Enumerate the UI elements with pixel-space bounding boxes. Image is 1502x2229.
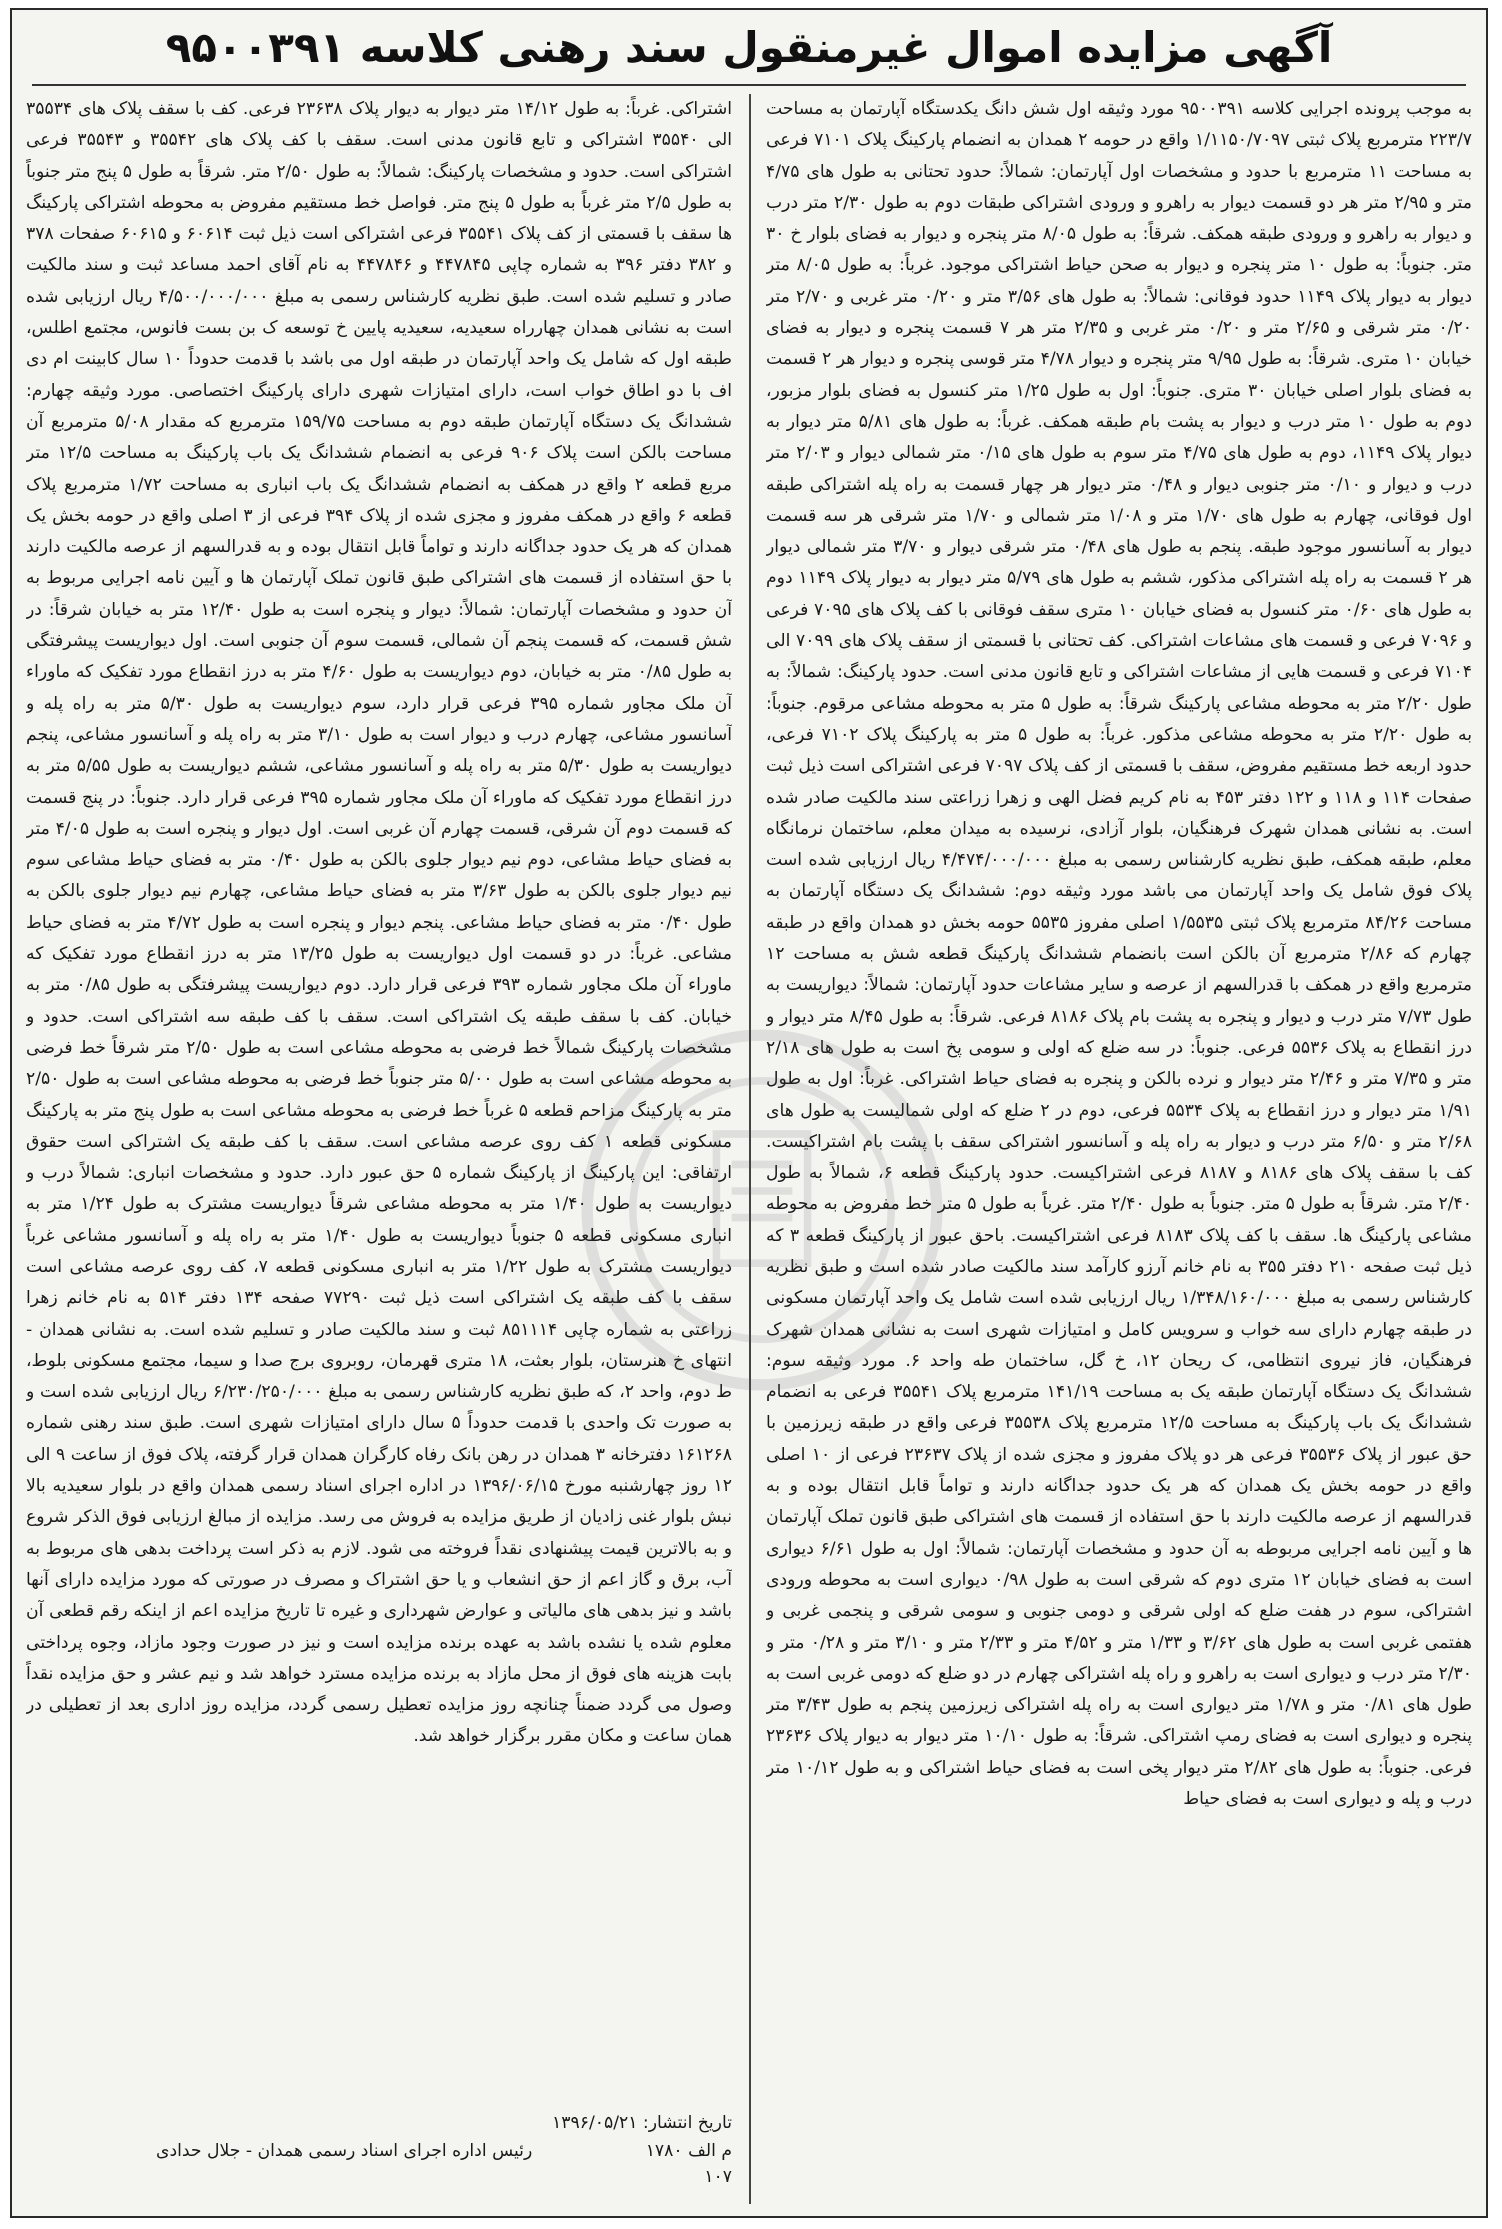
notice-column-left <box>26 94 732 2184</box>
notice-text-right: به موجب پرونده اجرایی کلاسه ۹۵۰۰۳۹۱ مورد وثیقه اول شش دانگ یکدستگاه آپارتمان به مساحت ۲۲۳/۷ مترمربع پلاک ثبتی ۱/۱۱۵۰/۷۰۹۷ واقع در حومه ۲ همدان به انضمام پارکینگ پلاک ۷۱۰۱ فرعی به مساحت ۱۱ مترمربع با حدود و مشخصات اول آپارتمان: شمالاً: حدود تحتانی به طول های ۴/۷۵ متر و ۲/۹۵ متر هر دو قسمت دیوار به راهرو و ورودی اشتراکی طبقات دوم به طول ۲/۳۰ متر درب و دیوار به راهرو و ورودی طبقه همکف. شرقاً: به طول ۸/۰۵ متر پنجره و دیوار به فضای بلوار خ ۳۰ متر. جنوباً: به طول ۱۰ متر پنجره و دیوار به صحن حیاط اشتراکی موجود. غرباً: به طول ۸/۰۵ متر دیوار به دیوار پلاک ۱۱۴۹ حدود فوقانی: شمالاً: به طول های ۳/۵۶ متر و ۰/۲۰ متر غربی و ۲/۷۰ متر ۰/۲۰ متر شرقی و ۲/۶۵ متر و ۰/۲۰ متر غربی و ۲/۳۵ متر هر ۷ قسمت پنجره و دیوار به فضای خیابان ۱۰ متری. شرقاً: به طول ۹/۹۵ متر پنجره و دیوار ۴/۷۸ متر قوسی پنجره و دیوار هر ۲ قسمت به فضای بلوار اصلی خیابان ۳۰ متری. جنوباً: اول به طول ۱/۲۵ متر کنسول به فضای بلوار مزبور، دوم به طول ۱۰ متر درب و دیوار به پشت بام طبقه همکف. غرباً: به طول های ۵/۸۱ متر دیوار به دیوار پلاک ۱۱۴۹، دوم به طول های ۴/۷۵ متر سوم به طول های ۰/۱۵ متر شمالی دیوار و ۲/۰۳ متر درب و دیوار و ۰/۱۰ متر جنوبی دیوار و ۰/۴۸ متر دیوار هر چهار قسمت به راه پله اشتراکی طبقه اول فوقانی، چهارم به طول های ۱/۷۰ متر و ۱/۰۸ متر شمالی و ۱/۷۰ متر شرقی هر سه قسمت دیوار به آسانسور موجود طبقه. پنجم به طول های ۰/۴۸ متر شرقی دیوار و ۳/۷۰ متر شمالی دیوار هر ۲ قسمت به راه پله اشتراکی مذکور، ششم به طول های ۵/۷۹ متر دیوار به دیوار پلاک ۱۱۴۹ دوم به طول های ۰/۶۰ متر کنسول به فضای خیابان ۱۰ متری سقف فوقانی با کف پلاک های ۷۰۹۵ فرعی و ۷۰۹۶ فرعی و قسمت های مشاعات اشتراکی. کف تحتانی با قسمتی از سقف پلاک های ۷۰۹۹ الی ۷۱۰۴ فرعی و قسمت هایی از مشاعات اشتراکی و تابع قانون مدنی است. حدود پارکینگ: شمالاً: به طول ۲/۲۰ متر به محوطه مشاعی پارکینگ شرقاً: به طول ۵ متر به محوطه مشاعی مرقوم. جنوباً: به طول ۲/۲۰ متر به محوطه مشاعی مذکور. غرباً: به طول ۵ متر به پارکینگ پلاک ۷۱۰۲ فرعی، حدود اربعه خط مستقیم مفروض، سقف با قسمتی از کف پلاک ۷۰۹۷ فرعی اشتراکی است ذیل ثبت صفحات ۱۱۴ و ۱۱۸ و ۱۲۲ دفتر ۴۵۳ به نام کریم فضل الهی و زهرا زراعتی سند مالکیت صادر شده است. به نشانی همدان شهرک فرهنگیان، بلوار آزادی، نرسیده به میدان معلم، ساختمان نرمانگاه معلم، طبقه همکف، طبق نظریه کارشناس رسمی به مبلغ ۴/۴۷۴/۰۰۰/۰۰۰ ریال ارزیابی شده است پلاک فوق شامل یک واحد آپارتمان می باشد مورد وثیقه دوم: ششدانگ یک دستگاه آپارتمان به مساحت ۸۴/۲۶ مترمربع پلاک ثبتی ۱/۵۵۳۵ اصلی مفروز ۵۵۳۵ حومه بخش دو همدان واقع در طبقه چهارم که ۲/۸۶ مترمربع آن بالکن است بانضمام ششدانگ پارکینگ قطعه شش به مساحت ۱۲ مترمربع واقع در همکف با قدرالسهم از عرصه و سایر مشاعات حدود آپارتمان: شمالاً: دیواریست به طول ۷/۷۳ متر درب و دیوار و پنجره به پشت بام پلاک ۸۱۸۶ فرعی. شرقاً: به طول ۸/۴۵ متر دیوار و درز انقطاع به پلاک ۵۵۳۶ فرعی. جنوباً: در سه ضلع که اولی و سومی پخ است به طول های ۲/۱۸ متر و ۷/۳۵ متر و ۲/۴۶ متر دیوار و نرده بالکن و پنجره به فضای حیاط اشتراکی. غرباً: اول به طول ۱/۹۱ متر دیوار و درز انقطاع به پلاک ۵۵۳۴ فرعی، دوم در ۲ ضلع که اولی شمالیست به طول های ۲/۶۸ متر و ۶/۵۰ متر درب و دیوار به راه پله و آسانسور اشتراکی سقف با پشت بام اشتراکیست. کف با سقف پلاک های ۸۱۸۶ و ۸۱۸۷ فرعی اشتراکیست. حدود پارکینگ قطعه ۶، شمالاً به طول ۲/۴۰ متر. شرقاً به طول ۵ متر. جنوباً به طول ۲/۴۰ متر. غرباً به طول ۵ متر خط مفروض به محوطه مشاعی پارکینگ ها. سقف با کف پلاک ۸۱۸۳ فرعی اشتراکیست. باحق عبور از پارکینگ قطعه ۳ که ذیل ثبت صفحه ۲۱۰ دفتر ۳۵۵ به نام خانم آرزو کارآمد سند مالکیت صادر شده است و طبق نظریه کارشناس رسمی به مبلغ ۱/۳۴۸/۱۶۰/۰۰۰ ریال ارزیابی شده است شامل یک واحد آپارتمان مسکونی در طبقه چهارم دارای سه خواب و سرویس کامل و امتیازات شهری است به نشانی همدان شهرک فرهنگیان، فاز نیروی انتظامی، ک ریحان ۱۲، خ گل، ساختمان طه واحد ۶. مورد وثیقه سوم: ششدانگ یک دستگاه آپارتمان طبقه یک به مساحت ۱۴۱/۱۹ مترمربع پلاک ۳۵۵۴۱ فرعی به انضمام ششدانگ یک باب پارکینگ به مساحت ۱۲/۵ مترمربع پلاک ۳۵۵۳۸ فرعی واقع در طبقه زیرزمین با حق عبور از پلاک ۳۵۵۳۶ فرعی هر دو پلاک مفروز و مجزی شده از پلاک ۲۳۶۳۷ فرعی از ۱۰ اصلی واقع در حومه بخش یک همدان که هر یک حدود جداگانه دارند و تواماً قابل انتقال بوده و به قدرالسهم از عرصه مالکیت دارند با حق استفاده از قسمت های اشتراکی طبق قانون تملک آپارتمان ها و آیین نامه اجرایی مربوطه به آن حدود و مشخصات آپارتمان: شمالاً: اول به طول ۶/۶۱ دیواری است به فضای خیابان ۱۲ متری دوم که شرقی است به طول ۰/۹۸ دیواری است به محوطه ورودی اشتراکی، سوم در هفت ضلع که اولی شرقی و دومی جنوبی و سومی شرقی و پنجمی غربی و هفتمی غربی است به طول های ۳/۶۲ و ۱/۳۳ متر و ۴/۵۲ متر و ۲/۳۳ متر و ۳/۱۰ متر و ۰/۲۸ متر و ۲/۳۰ متر درب و دیواری است به راهرو و راه پله اشتراکی چهارم در دو ضلع که دومی غربی است به طول های ۰/۸۱ متر و ۱/۷۸ متر دیواری است به راه پله اشتراکی زیرزمین پنجم به طول ۳/۴۳ متر پنجره و دیواری است به فضای رمپ اشتراکی. شرقاً: به طول ۱۰/۱۰ متر دیوار به دیوار پلاک ۲۳۶۳۶ فرعی. جنوباً: به طول های ۲/۸۲ متر دیوار پخی است به فضای حیاط اشتراکی و به طول ۱۰/۱۲ متر درب و پله و دیواری است به فضای حیاط <box>766 99 1472 1810</box>
publish-date-row <box>26 2110 732 2136</box>
signature-name: رئیس اداره اجرای اسناد رسمی همدان - جلال حدادی <box>156 2141 533 2161</box>
page-code-row <box>26 2164 732 2190</box>
column-divider <box>749 94 751 2204</box>
notice-page <box>10 8 1488 2218</box>
signature-row <box>26 2138 732 2164</box>
title-divider <box>32 84 1466 86</box>
notice-title: آگهی مزایده اموال غیرمنقول سند رهنی کلاسه ۹۵۰۰۳۹۱ <box>165 23 1333 72</box>
notice-text-left: اشتراکی. غرباً: به طول ۱۴/۱۲ متر دیوار به دیوار پلاک ۲۳۶۳۸ فرعی. کف با سقف پلاک های ۳۵۵۳۴ الی ۳۵۵۴۰ اشتراکی و تابع قانون مدنی است. سقف با کف پلاک های ۳۵۵۴۲ و ۳۵۵۴۳ فرعی اشتراکی است. حدود و مشخصات پارکینگ: شمالاً: به طول ۲/۵۰ متر. شرقاً به طول ۵ پنج متر جنوباً به طول ۲/۵ متر غرباً به طول ۵ پنج متر. فواصل خط مستقیم مفروض به محوطه اشتراکی پارکینگ ها سقف با قسمتی از کف پلاک ۳۵۵۴۱ فرعی اشتراکی است ذیل ثبت ۶۰۶۱۴ و ۶۰۶۱۵ صفحات ۳۷۸ و ۳۸۲ دفتر ۳۹۶ به شماره چاپی ۴۴۷۸۴۵ و ۴۴۷۸۴۶ به نام آقای احمد مساعد ثبت و سند مالکیت صادر و تسلیم شده است. طبق نظریه کارشناس رسمی به مبلغ ۴/۵۰۰/۰۰۰/۰۰۰ ریال ارزیابی شده است به نشانی همدان چهارراه سعیدیه، سعیدیه پایین خ توسعه ک بن بست فانوس، مجتمع اطلس، طبقه اول که شامل یک واحد آپارتمان در طبقه اول می باشد با قدمت حدوداً ۱۰ سال کابینت ام دی اف با دو اطاق خواب است، دارای امتیازات شهری دارای پارکینگ اختصاصی. مورد وثیقه چهارم: ششدانگ یک دستگاه آپارتمان طبقه دوم به مساحت ۱۵۹/۷۵ مترمربع که مقدار ۵/۰۸ مترمربع آن مساحت بالکن است پلاک ۹۰۶ فرعی به انضمام ششدانگ یک باب پارکینگ به مساحت ۱۲/۵ متر مربع قطعه ۲ واقع در همکف به انضمام ششدانگ یک باب انباری به مساحت ۱/۷۲ مترمربع پلاک قطعه ۶ واقع در همکف مفروز و مجزی شده از پلاک ۳۹۴ فرعی از ۳ اصلی واقع در حومه بخش یک همدان که هر یک حدود جداگانه دارند و تواماً قابل انتقال بوده و به قدرالسهم از عرصه مالکیت دارند با حق استفاده از قسمت های اشتراکی طبق قانون تملک آپارتمان ها و آیین نامه اجرایی مربوط به آن حدود و مشخصات آپارتمان: شمالاً: دیوار و پنجره است به طول ۱۲/۴۰ متر به خیابان شرقاً: در شش قسمت، که قسمت پنجم آن شمالی، قسمت سوم آن جنوبی است. اول دیواریست پیشرفتگی به طول ۰/۸۵ متر به خیابان، دوم دیواریست به طول ۴/۶۰ متر به درز انقطاع مورد تفکیک که ماوراء آن ملک مجاور شماره ۳۹۵ فرعی قرار دارد، سوم دیواریست به طول ۵/۳۰ متر به راه پله و آسانسور مشاعی، چهارم درب و دیوار است به طول ۳/۱۰ متر به راه پله و آسانسور مشاعی، پنجم دیواریست به طول ۵/۳۰ متر به راه پله و آسانسور مشاعی، ششم دیواریست به طول ۵/۵۵ متر به درز انقطاع مورد تفکیک که ماوراء آن ملک مجاور شماره ۳۹۵ فرعی قرار دارد. جنوباً: در پنج قسمت که قسمت دوم آن شرقی، قسمت چهارم آن غربی است. اول دیوار و پنجره است به طول ۴/۰۵ متر به فضای حیاط مشاعی، دوم نیم دیوار جلوی بالکن به طول ۰/۴۰ متر به فضای حیاط مشاعی سوم نیم دیوار جلوی بالکن به طول ۳/۶۳ متر به فضای حیاط مشاعی، چهارم نیم دیوار جلوی بالکن به طول ۰/۴۰ متر به فضای حیاط مشاعی. پنجم دیوار و پنجره است به طول ۴/۷۲ متر به فضای حیاط مشاعی. غرباً: در دو قسمت اول دیواریست به طول ۱۳/۲۵ متر به درز انقطاع مورد تفکیک که ماوراء آن ملک مجاور شماره ۳۹۳ فرعی قرار دارد. دوم دیواریست پیشرفتگی به طول ۰/۸۵ متر به خیابان. کف با سقف طبقه یک اشتراکی است. سقف با کف طبقه سه اشتراکی است. حدود و مشخصات پارکینگ شمالاً خط فرضی به محوطه مشاعی است به طول ۲/۵۰ متر شرقاً خط فرضی به محوطه مشاعی است به طول ۵/۰۰ متر جنوباً خط فرضی به محوطه مشاعی است به طول ۲/۵۰ متر به پارکینگ مزاحم قطعه ۵ غرباً خط فرضی به محوطه مشاعی است به طول پنج متر به پارکینگ مسکونی قطعه ۱ کف روی عرصه مشاعی است. سقف با کف طبقه یک اشتراکی است حقوق ارتفاقی: این پارکینگ از پارکینگ شماره ۵ حق عبور دارد. حدود و مشخصات انباری: شمالاً درب و دیواریست به طول ۱/۴۰ متر به محوطه مشاعی شرقاً دیواریست مشترک به طول ۱/۲۴ متر به انباری مسکونی قطعه ۵ جنوباً دیواریست به طول ۱/۴۰ متر به راه پله و آسانسور مشاعی غرباً دیواریست مشترک به طول ۱/۲۲ متر به انباری مسکونی قطعه ۷، کف روی عرصه مشاعی است سقف با کف طبقه یک اشتراکی است ذیل ثبت ۷۷۲۹۰ صفحه ۱۳۴ دفتر ۵۱۴ به نام خانم زهرا زراعتی به شماره چاپی ۸۵۱۱۱۴ ثبت و سند مالکیت صادر و تسلیم شده است. به نشانی همدان - انتهای خ هنرستان، بلوار بعثت، ۱۸ متری قهرمان، روبروی برج صدا و سیما، مجتمع مسکونی بلوط، ط دوم، واحد ۲، که طبق نظریه کارشناس رسمی به مبلغ ۶/۲۳۰/۲۵۰/۰۰۰ ریال ارزیابی شده است و به صورت تک واحدی با قدمت حدوداً ۵ سال دارای امتیازات شهری است. طبق سند رهنی شماره ۱۶۱۲۶۸ دفترخانه ۳ همدان در رهن بانک رفاه کارگران همدان قرار گرفته، پلاک فوق از ساعت ۹ الی ۱۲ روز چهارشنبه مورخ ۱۳۹۶/۰۶/۱۵ در اداره اجرای اسناد رسمی همدان واقع در بلوار سعیدیه بالا نبش بلوار غنی زادیان از طریق مزایده به فروش می رسد. مزایده از مبالغ ارزیابی فوق الذکر شروع و به بالاترین قیمت پیشنهادی نقداً فروخته می شود. لازم به ذکر است پرداخت بدهی های مربوط به آب، برق و گاز اعم از حق انشعاب و یا حق اشتراک و مصرف در صورتی که مورد مزایده دارای آنها باشد و نیز بدهی های مالیاتی و عوارض شهرداری و غیره تا تاریخ مزایده اعم از اینکه رقم قطعی آن معلوم شده یا نشده باشد به عهده برنده مزایده است و نیز در صورت وجود مازاد، وجوه پرداختی بابت هزینه های فوق از محل مازاد به برنده مزایده مسترد خواهد شد و نیم عشر و حق مزایده نقداً وصول می گردد ضمناً چنانچه روز مزایده تعطیل رسمی گردد، مزایده روز اداری بعد از تعطیلی در همان ساعت و مکان مقرر برگزار خواهد شد. <box>26 99 732 1747</box>
notice-code: م الف ۱۷۸۰ <box>645 2141 732 2161</box>
page-code: ۱۰۷ <box>704 2167 732 2187</box>
publish-date: تاریخ انتشار: ۱۳۹۶/۰۵/۲۱ <box>552 2113 732 2133</box>
notice-column-right <box>766 94 1472 2184</box>
